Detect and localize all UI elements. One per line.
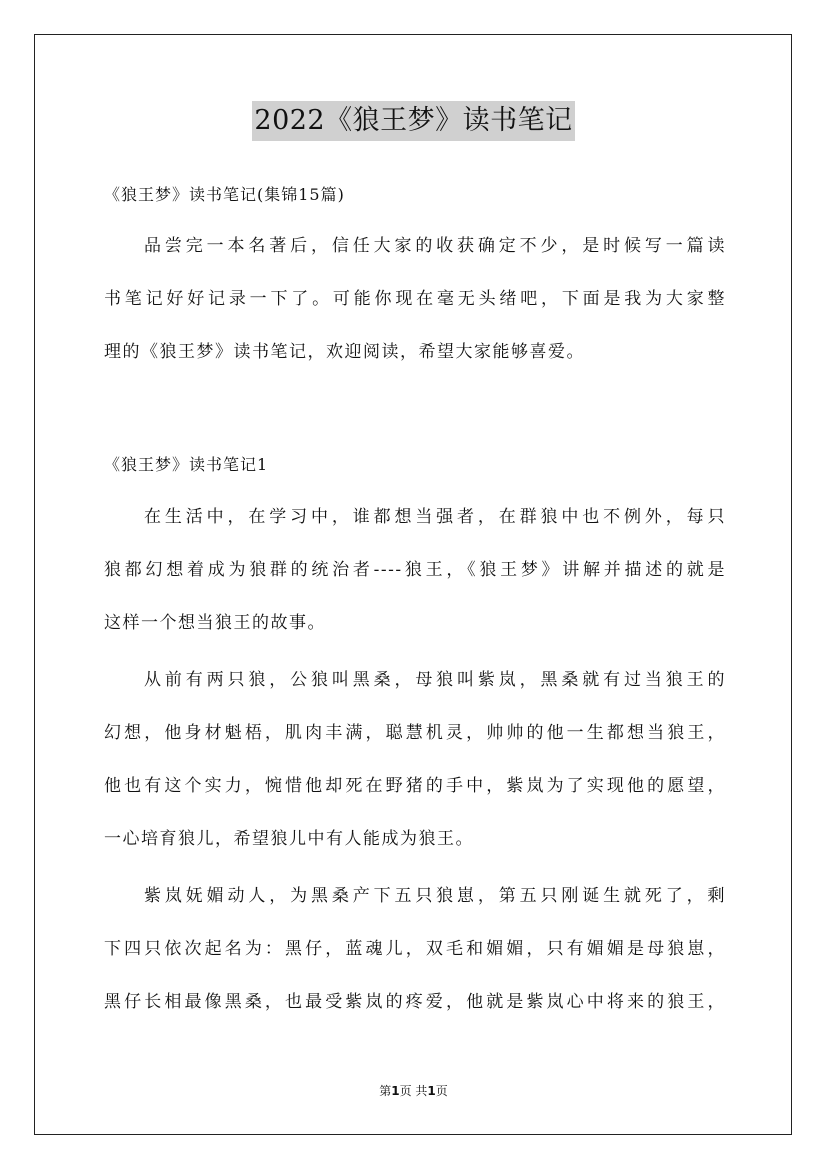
paragraph-2 [104,654,726,866]
paragraph-line: 这样一个想当狼王的故事。 [104,613,326,633]
paragraph-line: 一心培育狼儿，希望狼儿中有人能成为狼王。 [104,829,474,849]
page-footer [0,1082,827,1100]
section-heading: 《狼王梦》读书笔记1 [104,455,269,474]
paragraph-line: 下四只依次起名为：黑仔，蓝魂儿，双毛和媚媚，只有媚媚是母狼崽， [104,939,726,959]
footer-page-number: 1 [391,1084,400,1098]
paragraph-1 [104,491,726,650]
paragraph-line: 幻想，他身材魁梧，肌肉丰满，聪慧机灵，帅帅的他一生都想当狼王， [104,723,726,743]
intro-paragraph [104,220,726,379]
title-container [0,101,827,141]
paragraph-line: 他也有这个实力，惋惜他却死在野猪的手中，紫岚为了实现他的愿望， [104,776,726,796]
paragraph-line: 在生活中，在学习中，谁都想当强者，在群狼中也不例外，每只 [144,507,726,527]
document-title: 2022《狼王梦》读书笔记 [252,101,574,141]
footer-page-total: 1 [427,1084,436,1098]
paragraph-line: 书笔记好好记录一下了。可能你现在毫无头绪吧，下面是我为大家整 [104,289,726,309]
paragraph-line: 品尝完一本名著后，信任大家的收获确定不少，是时候写一篇读 [144,236,726,256]
paragraph-line: 狼都幻想着成为狼群的统治者----狼王，《狼王梦》讲解并描述的就是 [104,560,726,580]
footer-prefix: 第 [379,1084,392,1098]
footer-mid: 页 共 [399,1084,428,1098]
paragraph-line: 理的《狼王梦》读书笔记，欢迎阅读，希望大家能够喜爱。 [104,342,585,362]
paragraph-line: 从前有两只狼，公狼叫黑桑，母狼叫紫岚，黑桑就有过当狼王的 [144,670,726,690]
document-subtitle: 《狼王梦》读书笔记(集锦15篇) [104,185,345,204]
paragraph-line: 紫岚妩媚动人，为黑桑产下五只狼崽，第五只刚诞生就死了，剩 [144,886,726,906]
footer-suffix: 页 [435,1084,448,1098]
paragraph-3 [104,870,726,1029]
paragraph-line: 黑仔长相最像黑桑，也最受紫岚的疼爱，他就是紫岚心中将来的狼王， [104,992,726,1012]
